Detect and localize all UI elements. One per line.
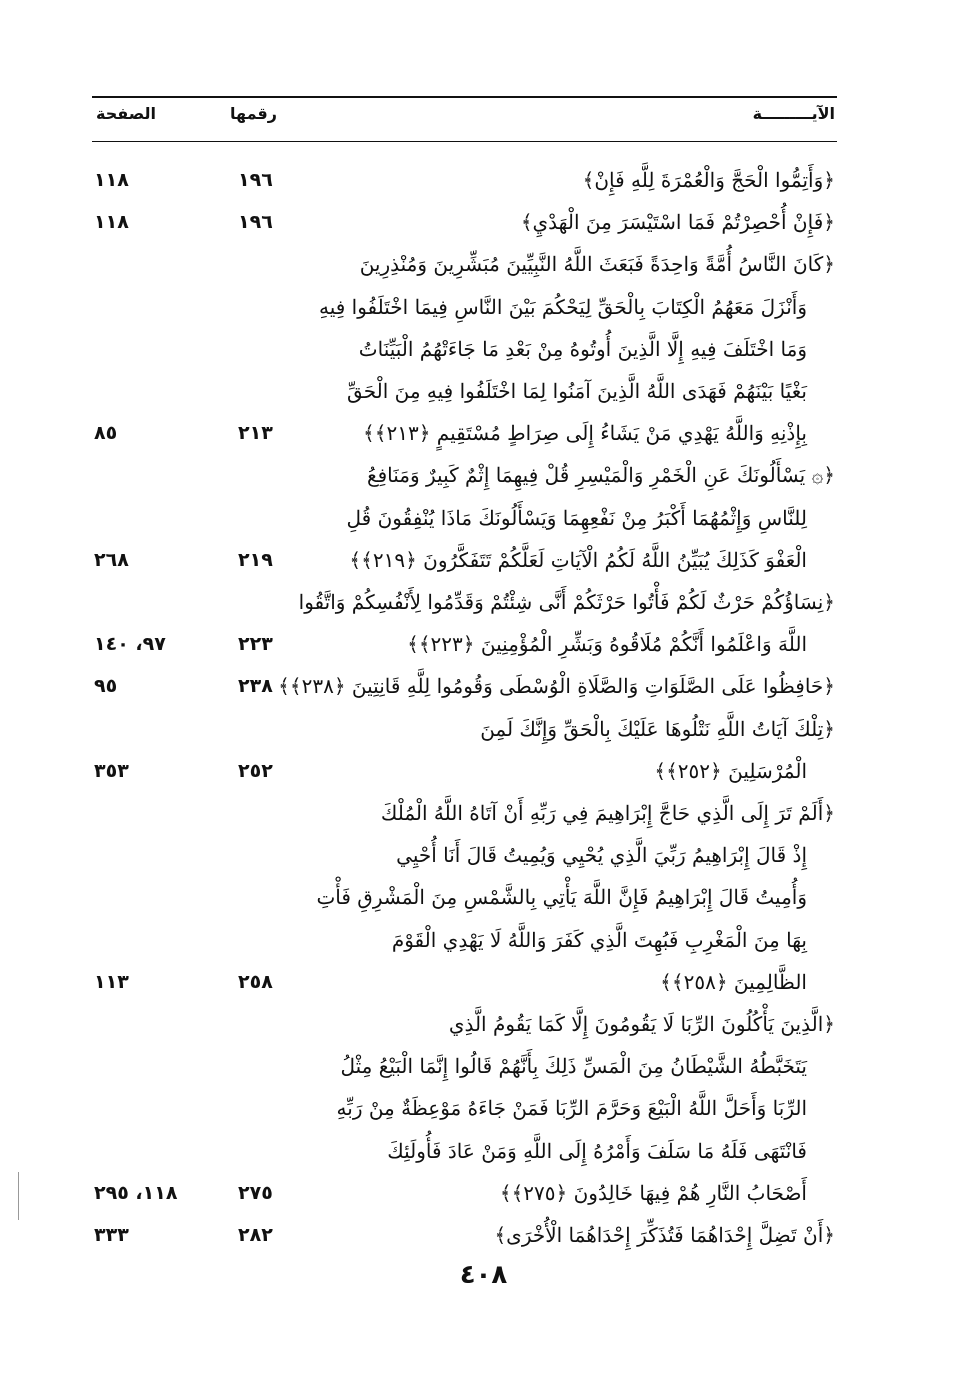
ayah-line: إِذْ قَالَ إِبْرَاهِيمُ رَبِّيَ الَّذِي يُحْيِي وَيُمِيتُ قَالَ أَنَا أُحْيِي bbox=[396, 843, 807, 868]
ayah-line: بَغْيًا بَيْنَهُمْ فَهَدَى اللَّهُ الَّذِينَ آمَنُوا لِمَا اخْتَلَفُوا فِيهِ مِنَ الْحَقِّ bbox=[347, 379, 807, 403]
ayah-line: الرِّبَا وَأَحَلَّ اللَّهُ الْبَيْعَ وَحَرَّمَ الرِّبَا فَمَنْ جَاءَهُ مَوْعِظَةٌ مِنْ رَبِّهِ bbox=[336, 1096, 807, 1121]
ayah-line: وَأُمِيتُ قَالَ إِبْرَاهِيمُ فَإِنَّ اللَّهَ يَأْتِي بِالشَّمْسِ مِنَ الْمَشْرِقِ فَأْتِ bbox=[316, 885, 807, 910]
ayah-line: ﴿أَلَمْ تَرَ إِلَى الَّذِي حَاجَّ إِبْرَاهِيمَ فِي رَبِّهِ أَنْ آتَاهُ اللَّهُ الْمُلْكَ bbox=[380, 801, 835, 825]
page-reference: ١١٨، ٢٩٥ bbox=[94, 1181, 178, 1204]
ayah-number: ٢٥٢ bbox=[238, 759, 273, 782]
ayah-line: ﴿حَافِظُوا عَلَى الصَّلَوَاتِ وَالصَّلَاةِ الْوُسْطَى وَقُومُوا لِلَّهِ قَانِتِينَ ﴿٢٣٨﴾﴾ bbox=[278, 674, 835, 699]
ayah-number: ١٩٦ bbox=[238, 169, 273, 191]
ayah-line: لِلنَّاسِ وَإِثْمُهُمَا أَكْبَرُ مِنْ نَفْعِهِمَا وَيَسْأَلُونَكَ مَاذَا يُنْفِقُونَ قُلِ bbox=[346, 505, 807, 530]
ayah-line: وَأَنْزَلَ مَعَهُمُ الْكِتَابَ بِالْحَقِّ لِيَحْكُمَ بَيْنَ النَّاسِ فِيمَا اخْتَلَفُوا فِيهِ bbox=[318, 294, 807, 319]
ayah-line: الْعَفْوَ كَذَلِكَ يُبَيِّنُ اللَّهُ لَكُمُ الْآيَاتِ لَعَلَّكُمْ تَتَفَكَّرُونَ ﴿٢١٩﴾﴾ bbox=[349, 547, 807, 572]
ayah-line: يَتَخَبَّطُهُ الشَّيْطَانُ مِنَ الْمَسِّ ذَلِكَ بِأَنَّهُمْ قَالُوا إِنَّمَا الْبَيْعُ مِثْلُ bbox=[340, 1054, 807, 1079]
page-reference: ٩٧، ١٤٠ bbox=[94, 633, 166, 656]
ayah-line: ﴿كَانَ النَّاسُ أُمَّةً وَاحِدَةً فَبَعَثَ اللَّهُ النَّبِيِّينَ مُبَشِّرِينَ وَمُنْذِرِينَ bbox=[359, 252, 835, 277]
page-reference: ١١٨ bbox=[94, 211, 129, 234]
ayah-line: الْمُرْسَلِينَ ﴿٢٥٢﴾﴾ bbox=[654, 758, 807, 783]
page-reference: ٩٥ bbox=[94, 675, 118, 698]
header-number: رقمها bbox=[230, 104, 277, 123]
header-ayah: الآيـــــــــة bbox=[752, 104, 835, 123]
page-reference: ٣٥٣ bbox=[94, 759, 129, 782]
margin-mark bbox=[18, 1172, 19, 1220]
ayah-number: ١٩٦ bbox=[238, 211, 273, 234]
ayah-line: ﴿۞ يَسْأَلُونَكَ عَنِ الْخَمْرِ وَالْمَيْسِرِ قُلْ فِيهِمَا إِثْمٌ كَبِيرٌ وَمَنَافِعُ bbox=[366, 463, 835, 488]
ayah-line: ﴿تِلْكَ آيَاتُ اللَّهِ نَتْلُوهَا عَلَيْكَ بِالْحَقِّ وَإِنَّكَ لَمِنَ bbox=[480, 716, 835, 741]
page-reference: ٨٥ bbox=[94, 422, 118, 445]
ayah-number: ٢٥٨ bbox=[238, 970, 273, 993]
page-reference: ١١٨ bbox=[94, 169, 129, 191]
ayah-line: ﴿وَأَتِمُّوا الْحَجَّ وَالْعُمْرَةَ لِلَّهِ فَإِنْ﴾ bbox=[582, 168, 835, 192]
header-page: الصفحة bbox=[96, 104, 157, 123]
ayah-line: ﴿الَّذِينَ يَأْكُلُونَ الرِّبَا لَا يَقُومُونَ إِلَّا كَمَا يَقُومُ الَّذِي bbox=[448, 1012, 835, 1036]
ayah-line: ﴿أَنْ تَضِلَّ إِحْدَاهُمَا فَتُذَكِّرَ إِحْدَاهُمَا الْأُخْرَى﴾ bbox=[494, 1223, 835, 1247]
ayah-line: ﴿فَإِنْ أُحْصِرْتُمْ فَمَا اسْتَيْسَرَ مِنَ الْهَدْيِ﴾ bbox=[520, 210, 835, 235]
ayah-line: اللَّهَ وَاعْلَمُوا أَنَّكُمْ مُلَاقُوهُ وَبَشِّرِ الْمُؤْمِنِينَ ﴿٢٢٣﴾﴾ bbox=[407, 632, 807, 657]
ayah-number: ٢١٣ bbox=[238, 422, 273, 445]
ayah-line: وَمَا اخْتَلَفَ فِيهِ إِلَّا الَّذِينَ أُوتُوهُ مِنْ بَعْدِ مَا جَاءَتْهُمُ الْبَيِّنَاتُ bbox=[358, 336, 807, 361]
page-reference: ١١٣ bbox=[94, 970, 129, 993]
page-number: ٤٠٨ bbox=[459, 1260, 508, 1290]
ayah-number: ٢٨٢ bbox=[238, 1224, 273, 1246]
ayah-line: ﴿نِسَاؤُكُمْ حَرْثٌ لَكُمْ فَأْتُوا حَرْثَكُمْ أَنَّى شِئْتُمْ وَقَدِّمُوا لِأَنْفُسِكُمْ وَاتَّقُوا bbox=[298, 590, 835, 614]
ayah-number: ٢٧٥ bbox=[238, 1181, 273, 1204]
page-reference: ٣٣٣ bbox=[94, 1224, 129, 1246]
ayah-line: بِهَا مِنَ الْمَغْرِبِ فَبُهِتَ الَّذِي كَفَرَ وَاللَّهُ لَا يَهْدِي الْقَوْمَ bbox=[391, 927, 807, 952]
ayah-number: ٢٣٨ bbox=[238, 675, 273, 698]
ayah-number: ٢٢٣ bbox=[238, 633, 273, 656]
ayah-line: الظَّالِمِينَ ﴿٢٥٨﴾﴾ bbox=[660, 969, 807, 994]
ayah-number: ٢١٩ bbox=[238, 548, 273, 571]
page-reference: ٢٦٨ bbox=[94, 548, 129, 571]
ayah-line: بِإِذْنِهِ وَاللَّهُ يَهْدِي مَنْ يَشَاءُ إِلَى صِرَاطٍ مُسْتَقِيمٍ ﴿٢١٣﴾﴾ bbox=[363, 421, 807, 446]
ayah-line: فَانْتَهَى فَلَهُ مَا سَلَفَ وَأَمْرُهُ إِلَى اللَّهِ وَمَنْ عَادَ فَأُولَئِكَ bbox=[387, 1138, 807, 1163]
ayah-line: أَصْحَابُ النَّارِ هُمْ فِيهَا خَالِدُونَ ﴿٢٧٥﴾﴾ bbox=[499, 1180, 807, 1205]
